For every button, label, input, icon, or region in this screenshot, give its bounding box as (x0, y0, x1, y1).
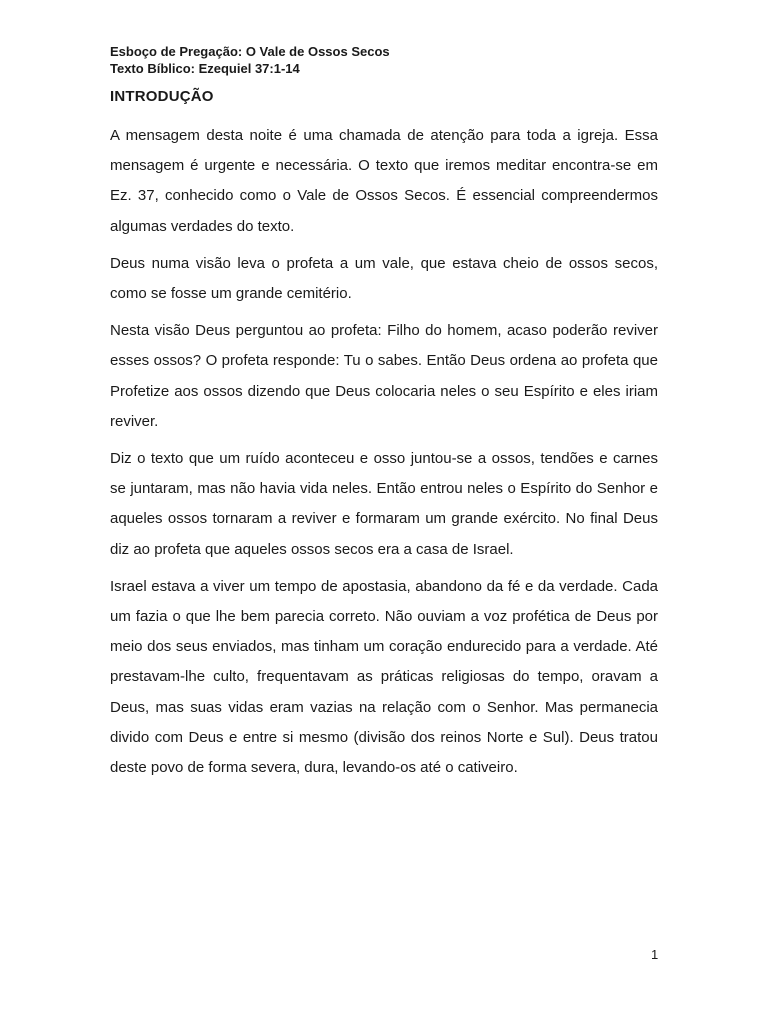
document-body (110, 121, 658, 790)
paragraph: A mensagem desta noite é uma chamada de atenção para toda a igreja. Essa mensagem é urgente e necessária. O texto que iremos meditar encontra-se em Ez. 37, conhecido como o Vale de Ossos Secos. É essencial compreendermos algumas verdades do texto. (110, 127, 658, 235)
paragraph: Israel estava a viver um tempo de apostasia, abandono da fé e da verdade. Cada um fazia o que lhe bem parecia correto. Não ouviam a voz profética de Deus por meio dos seus enviados, mas tinham um coração endurecido para a verdade. Até prestavam-lhe culto, frequentavam as práticas religiosas do tempo, oravam a Deus, mas suas vidas eram vazias na relação com o Senhor. Mas permanecia divido com Deus e entre si mesmo (divisão dos reinos Norte e Sul). Deus tratou deste povo de forma severa, dura, levando-os até o cativeiro. (110, 577, 658, 777)
page-number: 1 (651, 947, 659, 962)
document-header (110, 43, 390, 77)
header-sermon-title: Esboço de Pregação: O Vale de Ossos Secos (110, 44, 390, 59)
paragraph: Nesta visão Deus perguntou ao profeta: Filho do homem, acaso poderão reviver esses ossos? O profeta responde: Tu o sabes. Então Deus ordena ao profeta que Profetize aos ossos dizendo que Deus colocaria neles o seu Espírito e eles iriam reviver. (110, 322, 658, 430)
section-title: INTRODUÇÃO (110, 88, 214, 105)
paragraph: Deus numa visão leva o profeta a um vale, que estava cheio de ossos secos, como se fosse um grande cemitério. (110, 254, 658, 303)
header-bible-text: Texto Bíblico: Ezequiel 37:1-14 (110, 61, 300, 76)
paragraph: Diz o texto que um ruído aconteceu e osso juntou-se a ossos, tendões e carnes se juntaram, mas não havia vida neles. Então entrou neles o Espírito do Senhor e aqueles ossos tornaram a reviver e formaram um grande exército. No final Deus diz ao profeta que aqueles ossos secos era a casa de Israel. (110, 450, 658, 558)
